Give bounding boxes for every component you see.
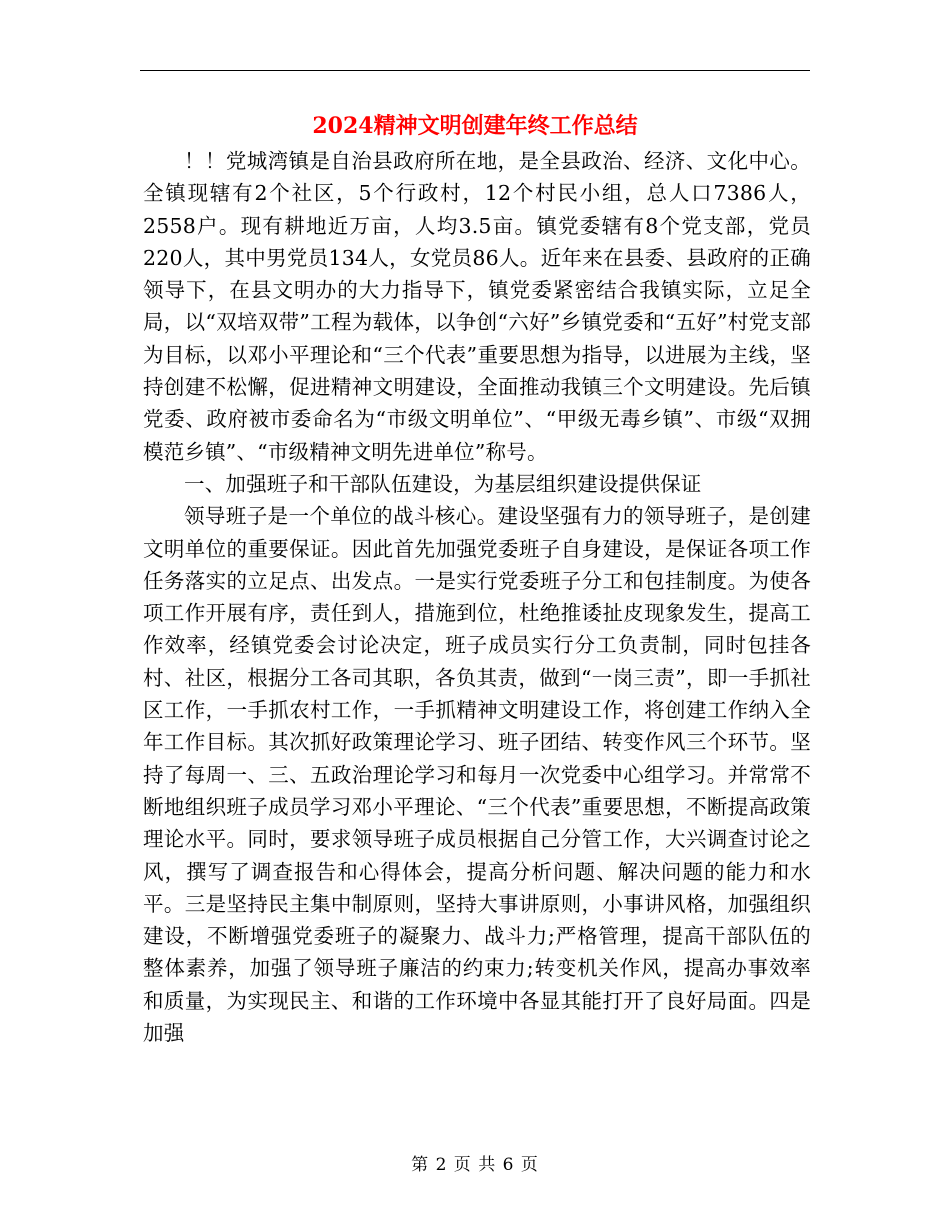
document-title: 2024精神文明创建年终工作总结 bbox=[312, 113, 638, 139]
paragraph-section-1: 领导班子是一个单位的战斗核心。建设坚强有力的领导班子，是创建文明单位的重要保证。因此首先加强党委班子自身建设，是保证各项工作任务落实的立足点、出发点。一是实行党委班子分工和包挂制度。为使各项工作开展有序，责任到人，措施到位，杜绝推诿扯皮现象发生，提高工作效率，经镇党委会讨论决定，班子成员实行分工负责制，同时包挂各村、社区，根据分工各司其职，各负其责，做到“一岗三责”，即一手抓社区工作，一手抓农村工作，一手抓精神文明建设工作，将创建工作纳入全年工作目标。其次抓好政策理论学习、班子团结、转变作风三个环节。坚持了每周一、三、五政治理论学习和每月一次党委中心组学习。并常常不断地组织班子成员学习邓小平理论、“三个代表”重要思想，不断提高政策理论水平。同时，要求领导班子成员根据自己分管工作，大兴调查讨论之风，撰写了调查报告和心得体会，提高分析问题、解决问题的能力和水平。三是坚持民主集中制原则，坚持大事讲原则，小事讲风格，加强组织建设，不断增强党委班子的凝聚力、战斗力;严格管理，提高干部队伍的整体素养，加强了领导班子廉洁的约束力;转变机关作风，提高办事效率和质量，为实现民主、和谐的工作环境中各显其能打开了良好局面。四是加强 bbox=[143, 504, 811, 1046]
section-heading-1: 一、加强班子和干部队伍建设，为基层组织建设提供保证 bbox=[184, 471, 702, 496]
header-rule bbox=[140, 70, 810, 71]
page-footer: 第 2 页 共 6 页 bbox=[411, 1155, 539, 1175]
document-body bbox=[143, 145, 811, 1049]
paragraph-intro: ！！党城湾镇是自治县政府所在地，是全县政治、经济、文化中心。全镇现辖有2个社区，5个行政村，12个村民小组，总人口7386人，2558户。现有耕地近万亩，人均3.5亩。镇党委辖有8个党支部，党员220人，其中男党员134人，女党员86人。近年来在县委、县政府的正确领导下，在县文明办的大力指导下，镇党委紧密结合我镇实际，立足全局，以“双培双带”工程为载体，以争创“六好”乡镇党委和“五好”村党支部为目标，以邓小平理论和“三个代表”重要思想为指导，以进展为主线，坚持创建不松懈，促进精神文明建设，全面推动我镇三个文明建设。先后镇党委、政府被市委命名为“市级文明单位”、“甲级无毒乡镇”、市级“双拥模范乡镇”、“市级精神文明先进单位”称号。 bbox=[143, 149, 811, 464]
